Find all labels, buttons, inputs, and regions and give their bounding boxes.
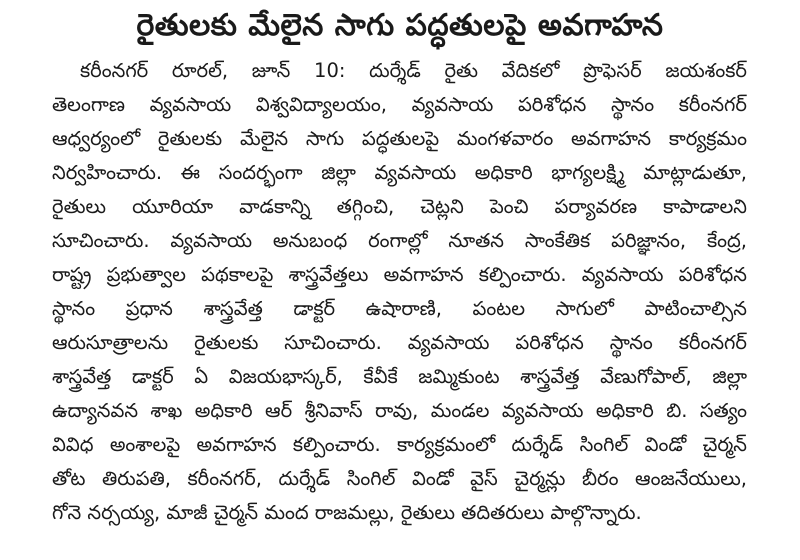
article-line: తోట తిరుపతి, కరీంనగర్, దుర్శేడ్ సింగిల్ విండో వైస్ చైర్మన్లు బీరం ఆంజనేయులు, bbox=[52, 467, 747, 490]
article-line: రైతులు యూరియా వాడకాన్ని తగ్గించి, చెట్లని పెంచి పర్యావరణ కాపాడాలని bbox=[52, 195, 747, 218]
article-line: రాష్ట్ర ప్రభుత్వాల పథకాలపై శాస్త్రవేత్తలు అవగాహన కల్పించారు. వ్యవసాయ పరిశోధన bbox=[52, 263, 747, 286]
headline: రైతులకు మేలైన సాగు పద్ధతులపై అవగాహన bbox=[136, 8, 664, 43]
article-body bbox=[52, 54, 747, 530]
article-line: కరీంనగర్ రూరల్, జూన్ 10: దుర్శేడ్ రైతు వేదికలో ప్రొఫెసర్ జయశంకర్ bbox=[80, 59, 747, 82]
article-line: వివిధ అంశాలపై అవగాహన కల్పించారు. కార్యక్రమంలో దుర్శేడ్ సింగిల్ విండో చైర్మన్ bbox=[52, 433, 747, 456]
article-line: నిర్వహించారు. ఈ సందర్భంగా జిల్లా వ్యవసాయ అధికారి భాగ్యలక్ష్మి మాట్లాడుతూ, bbox=[52, 161, 747, 184]
article-line: గోనె నర్సయ్య, మాజీ చైర్మన్ మంద రాజమల్లు, రైతులు తదితరులు పాల్గొన్నారు. bbox=[52, 501, 642, 524]
article-line: ఉద్యానవన శాఖ అధికారి ఆర్ శ్రీనివాస్ రావు, మండల వ్యవసాయ అధికారి బి. సత్యం bbox=[52, 399, 747, 422]
article-line: ఆధ్వర్యంలో రైతులకు మేలైన సాగు పద్ధతులపై మంగళవారం అవగాహన కార్యక్రమం bbox=[52, 127, 747, 150]
article-line: శాస్త్రవేత్త డాక్టర్ ఏ విజయభాస్కర్, కేవీకే జమ్మికుంట శాస్త్రవేత్త వేణుగోపాల్, జిల్లా bbox=[52, 365, 747, 388]
article-line: సూచించారు. వ్యవసాయ అనుబంధ రంగాల్లో నూతన సాంకేతిక పరిజ్ఞానం, కేంద్ర, bbox=[52, 229, 747, 252]
article-line: ఆరుసూత్రాలను రైతులకు సూచించారు. వ్యవసాయ పరిశోధన స్థానం కరీంనగర్ bbox=[52, 331, 747, 354]
article-line: తెలంగాణ వ్యవసాయ విశ్వవిద్యాలయం, వ్యవసాయ పరిశోధన స్థానం కరీంనగర్ bbox=[52, 93, 747, 116]
article-line: స్థానం ప్రధాన శాస్త్రవేత్త డాక్టర్ ఉషారాణి, పంటల సాగులో పాటించాల్సిన bbox=[52, 297, 747, 320]
